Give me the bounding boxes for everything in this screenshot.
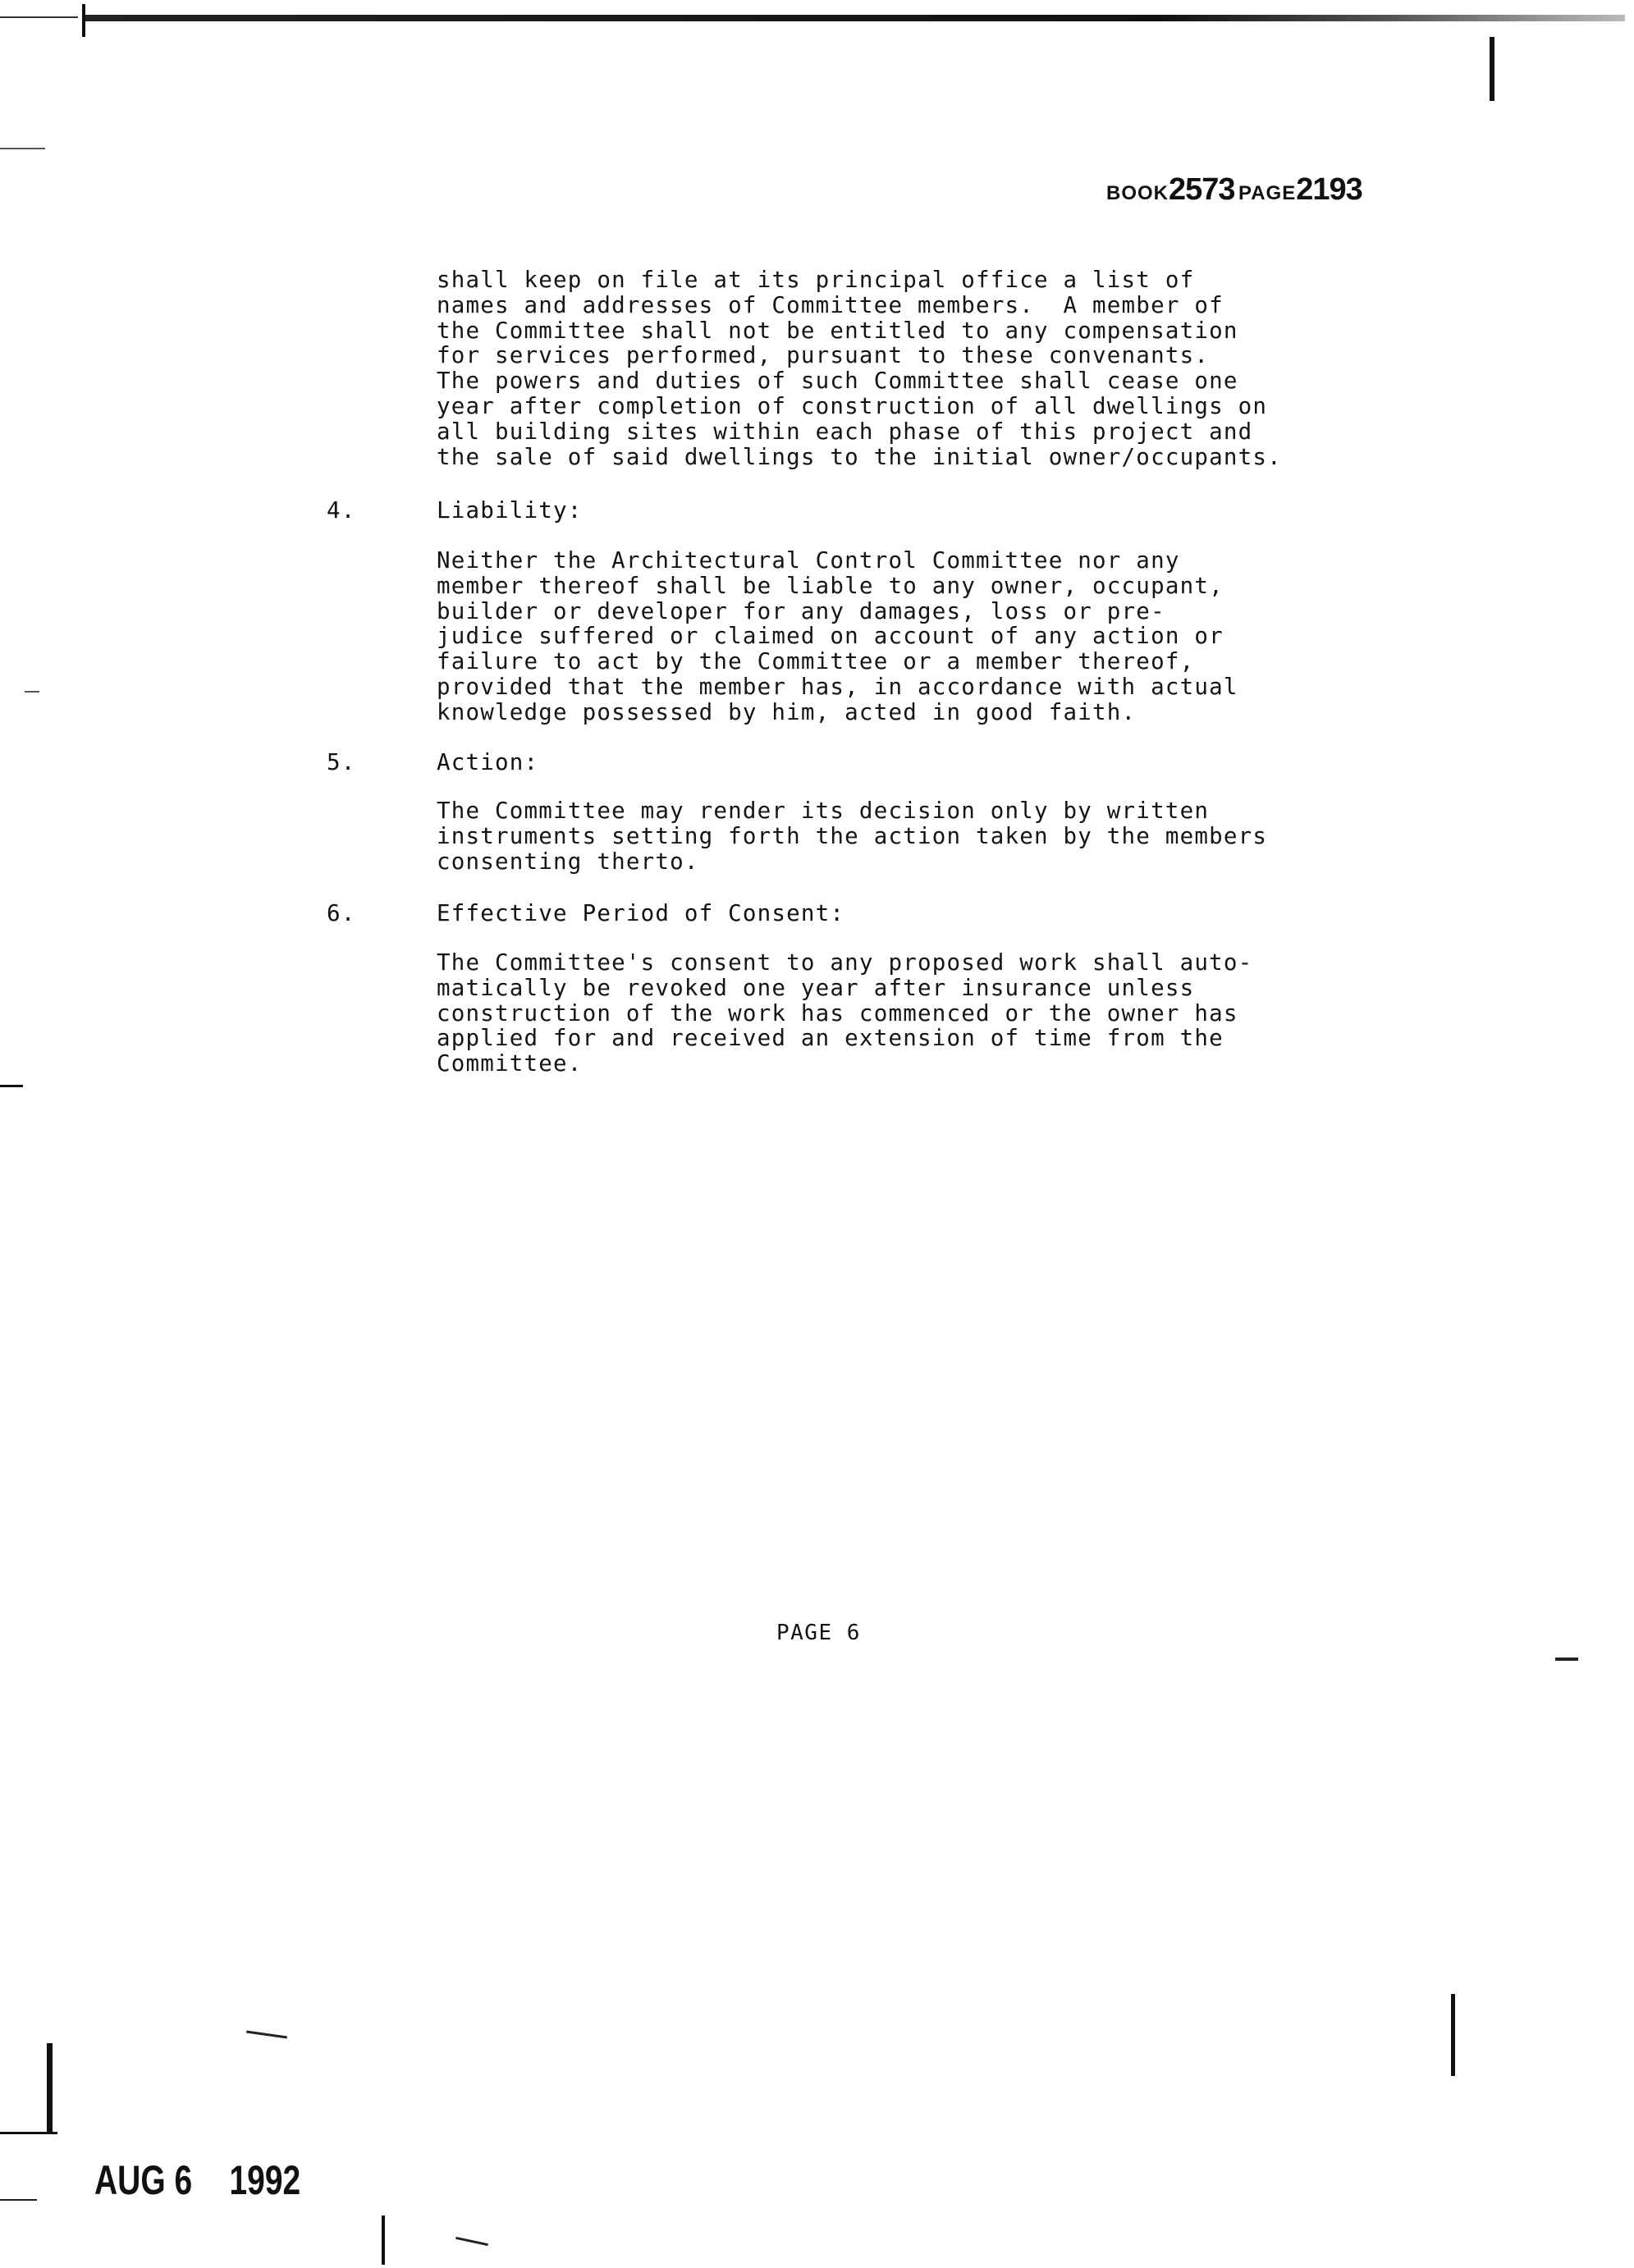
page-label: PAGE [1238,182,1297,204]
text-line: names and addresses of Committee members. A member of [437,291,1224,318]
scan-edge-mark [0,2132,57,2134]
scan-edge-mark [455,2237,488,2246]
page-footer: PAGE 6 [776,1621,861,1645]
section-paragraph [437,548,1389,725]
scan-bar [47,2043,53,2133]
text-line: provided that the member has, in accordance with actual [437,673,1238,700]
text-line: The powers and duties of such Committee shall cease one [437,368,1238,395]
stamp-year: 1992 [229,2157,301,2203]
scan-edge-mark [1555,1658,1578,1661]
book-label: BOOK [1106,182,1169,204]
text-line: judice suffered or claimed on account of any action or [437,623,1224,650]
text-line: failure to act by the Committee or a member thereof, [437,648,1195,675]
text-line: Committee. [437,1050,583,1077]
text-line: Neither the Architectural Control Committee nor any [437,547,1180,574]
text-line: the Committee shall not be entitled to any compensation [437,317,1238,344]
scan-edge-mark [0,148,45,149]
book-page-reference [1106,172,1362,208]
book-number: 2573 [1169,172,1235,207]
text-line: instruments setting forth the action taken by the members [437,822,1268,849]
text-line: matically be revoked one year after insurance unless [437,974,1195,1001]
text-line: year after completion of construction of all dwellings on [437,392,1268,419]
section-paragraph [437,798,1389,874]
stamp-month: AUG [94,2157,166,2203]
section-number: 6. [327,900,356,926]
text-line: knowledge possessed by him, acted in good faith. [437,698,1137,725]
stamp-day: 6 [174,2157,193,2203]
page-number: 2193 [1296,172,1362,207]
scan-corner-mark [1490,37,1494,101]
text-line: the sale of said dwellings to the initial owner/occupants. [437,443,1282,470]
section-number: 4. [327,497,356,524]
section-paragraph [437,950,1389,1077]
section-heading: Action: [437,749,539,775]
scan-edge-mark [246,2031,287,2039]
text-line: construction of the work has commenced or the owner has [437,999,1238,1027]
text-line: applied for and received an extension of time from the [437,1025,1224,1052]
section-heading: Liability: [437,497,583,524]
scan-edge-mark [0,1085,23,1087]
text-line: shall keep on file at its principal office a list of [437,267,1195,293]
text-line: consenting therto. [437,848,699,875]
scan-corner-mark [82,4,85,37]
recording-date-stamp [94,2156,300,2204]
text-line: The Committee may render its decision only by written [437,798,1210,824]
text-line: builder or developer for any damages, loss or pre- [437,597,1165,624]
scan-edge-mark [25,691,39,693]
text-line: for services performed, pursuant to these convenants. [437,342,1210,369]
section-heading: Effective Period of Consent: [437,900,845,926]
section-number: 5. [327,749,356,775]
text-line: member thereof shall be liable to any owner, occupant, [437,572,1224,599]
text-line: all building sites within each phase of this project and [437,418,1253,445]
scan-top-border [82,15,1625,21]
scan-bar [1451,1994,1455,2076]
scan-bar [382,2215,385,2265]
continuation-paragraph [437,267,1389,469]
text-line: The Committee's consent to any proposed work shall auto- [437,949,1253,976]
scan-edge-mark [0,2199,37,2201]
scan-top-border-left [0,16,78,18]
